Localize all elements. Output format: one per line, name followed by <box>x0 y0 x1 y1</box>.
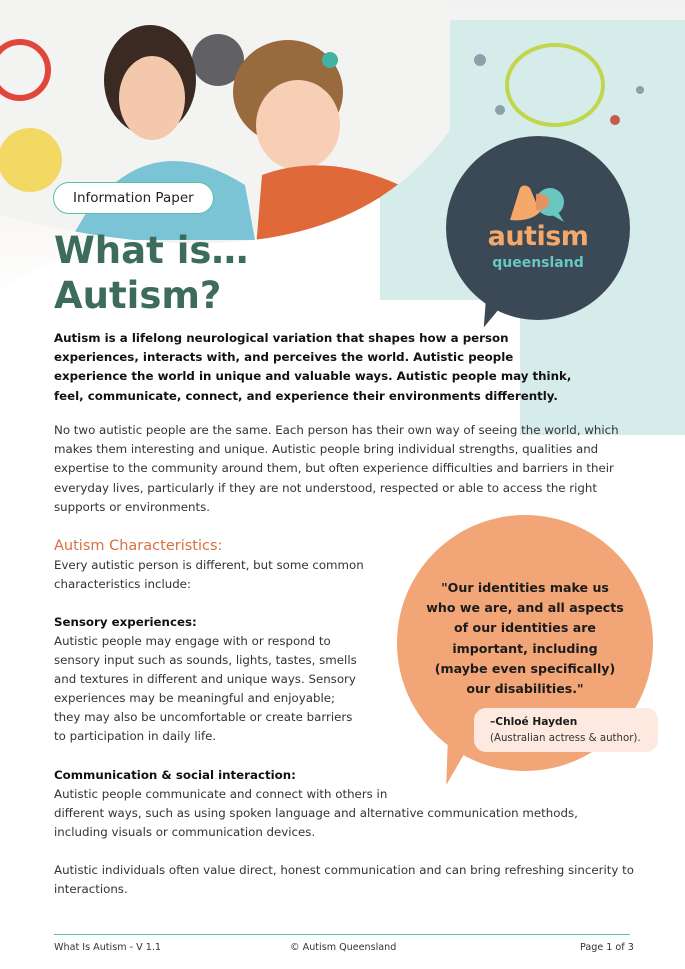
sensory-text: Autistic people may engage with or respond to sensory input such as sounds, lights, tastes, smells and textures in different and unique ways. Sensory experiences may be meaningful and enjoyable; they may also be uncomfortable or create barriers to participation in daily life. <box>54 634 357 743</box>
quote-text: "Our identities make us who we are, and all aspects of our identities are important, including (maybe even specifically) our disabilities." <box>426 580 624 697</box>
page-title <box>54 228 248 318</box>
communication-heading: Communication & social interaction: <box>54 768 296 782</box>
sensory-heading: Sensory experiences: <box>54 615 197 629</box>
logo-wordmark: autism <box>487 221 589 252</box>
logo-subtitle: queensland <box>492 255 584 271</box>
characteristics-intro: Every autistic person is different, but some common characteristics include: <box>54 558 364 591</box>
quote-author: –Chloé Hayden <box>490 716 578 728</box>
title-line-2: Autism? <box>54 274 222 317</box>
speech-bubbles-icon <box>506 184 570 224</box>
body-paragraph: No two autistic people are the same. Each person has their own way of seeing the world, which makes them interesting and unique. Autistic people bring individual strengths, qualities and expertise to the community around them, but often experience difficulties and barriers in their everyday lives, particularly if they are not understood, respected or able to access the right supports or environments. <box>54 423 619 514</box>
direct-communication-text: Autistic individuals often value direct, honest communication and can bring refreshing sincerity to interactions. <box>54 863 634 896</box>
quote-author-role: (Australian actress & author). <box>490 733 641 744</box>
footer-page-number: Page 1 of 3 <box>580 942 634 953</box>
title-line-1: What is… <box>54 229 249 272</box>
info-paper-badge: Information Paper <box>53 182 214 214</box>
footer-divider <box>54 934 630 935</box>
characteristics-heading: Autism Characteristics: <box>54 538 223 554</box>
communication-text: Autistic people communicate and connect with others in different ways, such as using spoken language and alternative communication methods, including visuals or communication devices. <box>54 787 578 839</box>
lead-paragraph: Autism is a lifelong neurological variation that shapes how a person experiences, interacts with, and perceives the world. Autistic people experience the world in unique and valuable ways. Autistic people may think, feel, communicate, connect, and experience their environments differently. <box>54 331 572 403</box>
footer-copyright: © Autism Queensland <box>290 942 397 953</box>
footer-version: What Is Autism - V 1.1 <box>54 942 161 953</box>
